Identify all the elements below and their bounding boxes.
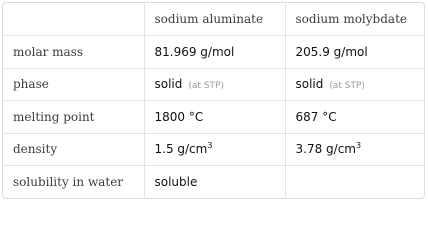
melting-point-molybdate: 687 °C [285, 101, 425, 134]
header-sodium-molybdate: sodium molybdate [285, 3, 425, 36]
header-sodium-aluminate: sodium aluminate [144, 3, 285, 36]
row-label-molar-mass: molar mass [3, 36, 144, 69]
density-molybdate-cell [285, 133, 425, 166]
molar-mass-aluminate: 81.969 g/mol [144, 36, 285, 69]
phase-aluminate: solid [154, 77, 183, 92]
density-molybdate-exponent: 3 [355, 141, 362, 151]
row-label-phase: phase [3, 68, 144, 101]
table-row [3, 101, 425, 134]
density-molybdate: 3.78 g/cm [295, 142, 356, 157]
molar-mass-molybdate: 205.9 g/mol [285, 36, 425, 69]
density-aluminate-exponent: 3 [207, 141, 213, 151]
phase-molybdate-cell [285, 68, 425, 101]
table-row [3, 36, 425, 69]
solubility-molybdate [285, 166, 425, 199]
header-empty-cell [3, 3, 144, 36]
row-label-density: density [3, 133, 144, 166]
phase-aluminate-qualifier: (at STP) [188, 81, 224, 92]
properties-table [3, 3, 425, 198]
table-row [3, 68, 425, 101]
table-row [3, 133, 425, 166]
row-label-solubility: solubility in water [3, 166, 144, 199]
table-row [3, 166, 425, 199]
solubility-aluminate: soluble [144, 166, 285, 199]
row-label-melting-point: melting point [3, 101, 144, 134]
density-aluminate-cell [144, 133, 285, 166]
comparison-table [2, 2, 425, 199]
phase-molybdate: solid [295, 77, 324, 92]
density-aluminate: 1.5 g/cm [154, 142, 208, 157]
melting-point-aluminate: 1800 °C [144, 101, 285, 134]
header-row [3, 3, 425, 36]
phase-aluminate-cell [144, 68, 285, 101]
phase-molybdate-qualifier: (at STP) [329, 81, 365, 92]
